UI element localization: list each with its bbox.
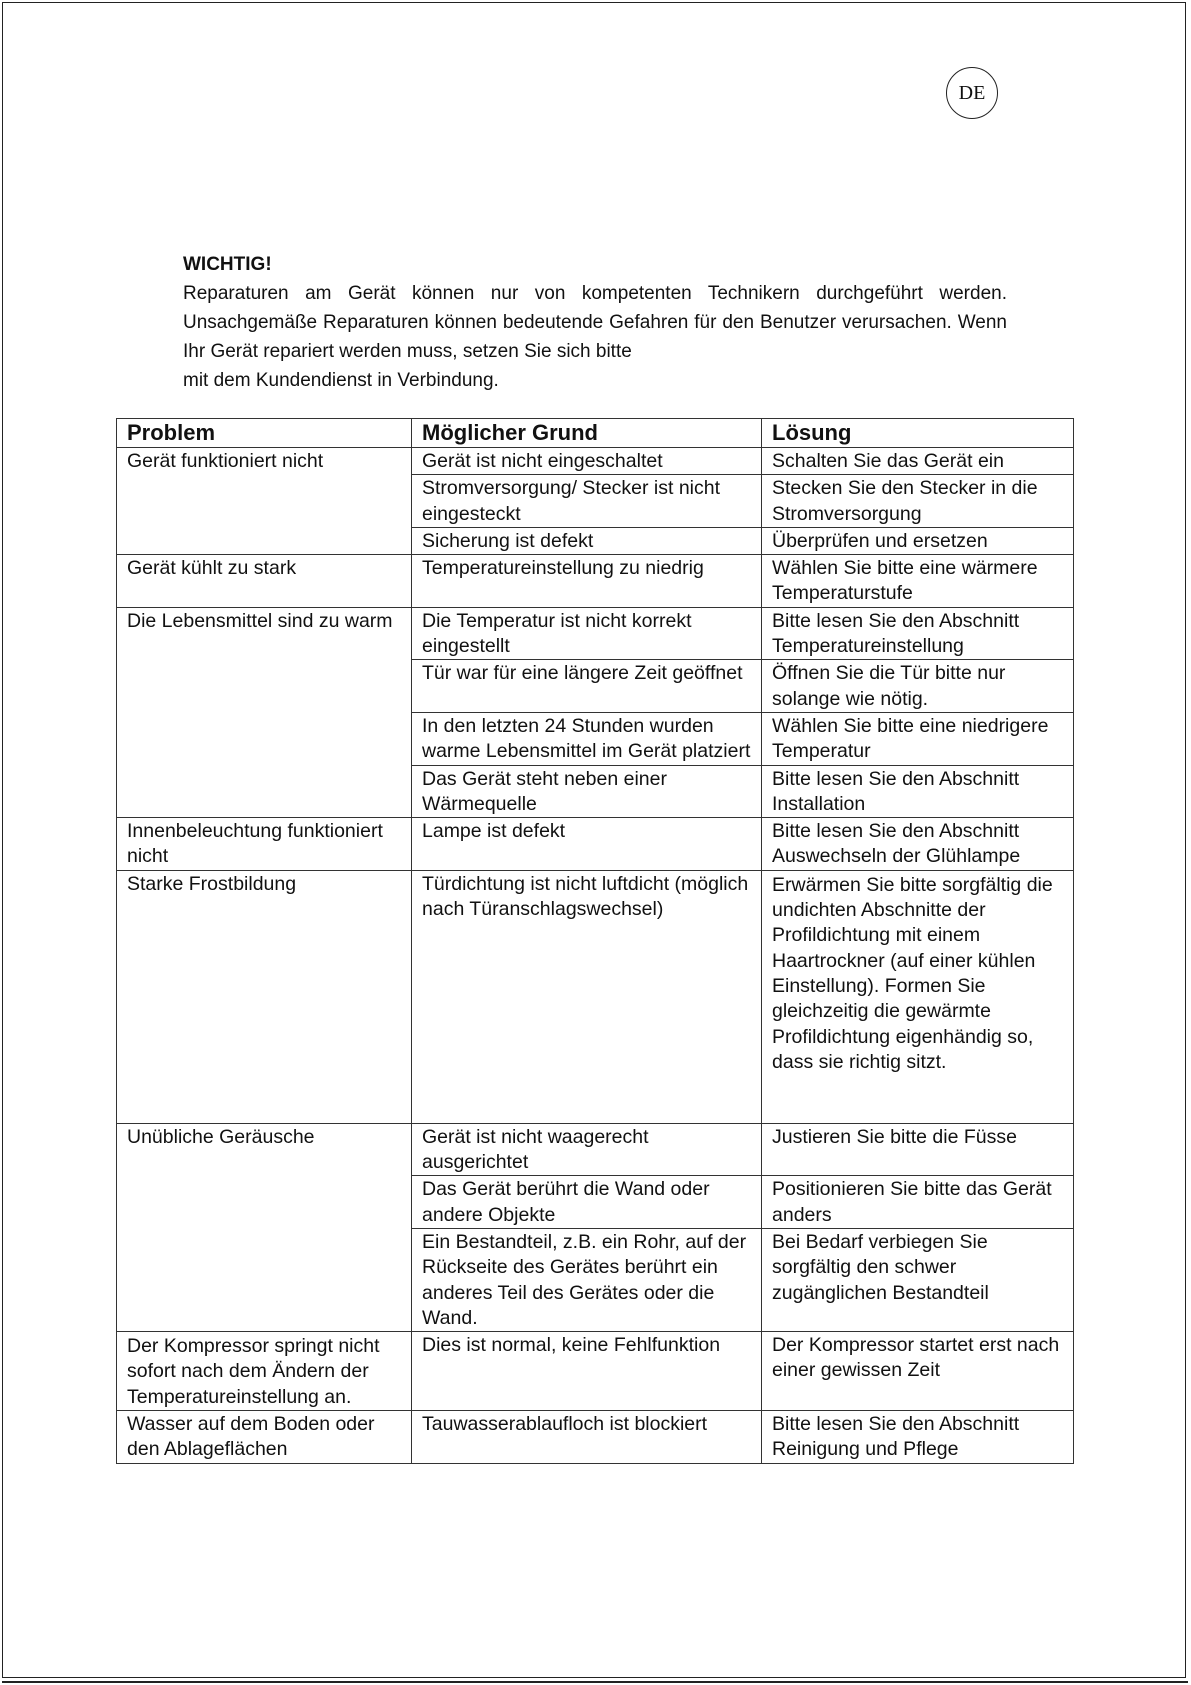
problem-cell: Starke Frostbildung (117, 870, 412, 1123)
notice-heading: WICHTIG! (183, 254, 272, 275)
cause-cell: Gerät ist nicht eingeschaltet (412, 448, 762, 475)
problem-cell: Gerät kühlt zu stark (117, 555, 412, 608)
cause-cell: Gerät ist nicht waagerecht ausgerichtet (412, 1123, 762, 1176)
solution-cell: Justieren Sie bitte die Füsse (762, 1123, 1074, 1176)
cause-cell: Das Gerät steht neben einer Wärmequelle (412, 765, 762, 818)
solution-cell: Bei Bedarf verbiegen Sie sorgfältig den schwer zugänglichen Bestandteil (762, 1228, 1074, 1331)
problem-cell: Unübliche Geräusche (117, 1123, 412, 1331)
table-row (117, 870, 1074, 1123)
cause-cell: Sicherung ist defekt (412, 527, 762, 554)
important-notice (183, 250, 1007, 395)
solution-cell: Öffnen Sie die Tür bitte nur solange wie nötig. (762, 660, 1074, 713)
table-row (117, 607, 1074, 660)
table-row (117, 818, 1074, 871)
problem-cell: Der Kompressor springt nicht sofort nach dem Ändern der Temperatureinstellung an. (117, 1332, 412, 1411)
solution-cell: Stecken Sie den Stecker in die Stromversorgung (762, 475, 1074, 528)
cause-cell: Tauwasserablaufloch ist blockiert (412, 1411, 762, 1464)
notice-body-last-line: mit dem Kundendienst in Verbindung. (183, 370, 499, 391)
cause-cell: Lampe ist defekt (412, 818, 762, 871)
problem-cell: Innenbeleuchtung funktioniert nicht (117, 818, 412, 871)
cause-cell: Dies ist normal, keine Fehlfunktion (412, 1332, 762, 1411)
solution-cell: Schalten Sie das Gerät ein (762, 448, 1074, 475)
solution-cell: Bitte lesen Sie den Abschnitt Reinigung und Pflege (762, 1411, 1074, 1464)
table-row (117, 448, 1074, 475)
solution-cell: Überprüfen und ersetzen (762, 527, 1074, 554)
cause-cell: Das Gerät berührt die Wand oder andere Objekte (412, 1176, 762, 1229)
table-row (117, 555, 1074, 608)
cause-cell: Ein Bestandteil, z.B. ein Rohr, auf der Rückseite des Gerätes berührt ein anderes Teil des Gerätes oder die Wand. (412, 1228, 762, 1331)
problem-cell: Gerät funktioniert nicht (117, 448, 412, 555)
table-row (117, 1123, 1074, 1176)
solution-cell: Bitte lesen Sie den Abschnitt Auswechseln der Glühlampe (762, 818, 1074, 871)
problem-cell: Wasser auf dem Boden oder den Ablageflächen (117, 1411, 412, 1464)
solution-cell: Positionieren Sie bitte das Gerät anders (762, 1176, 1074, 1229)
solution-cell: Der Kompressor startet erst nach einer gewissen Zeit (762, 1332, 1074, 1411)
problem-cell: Die Lebensmittel sind zu warm (117, 607, 412, 817)
cause-cell: Die Temperatur ist nicht korrekt eingestellt (412, 607, 762, 660)
header-solution: Lösung (762, 419, 1074, 448)
solution-cell: Erwärmen Sie bitte sorgfältig die undichten Abschnitte der Profildichtung mit einem Haartrockner (auf einer kühlen Einstellung). Formen Sie gleichzeitig die gewärmte Profildichtung eigenhändig so, dass sie richtig sitzt. (762, 870, 1074, 1123)
troubleshooting-table (116, 418, 1074, 1464)
cause-cell: Türdichtung ist nicht luftdicht (möglich nach Türanschlagswechsel) (412, 870, 762, 1123)
header-problem: Problem (117, 419, 412, 448)
bottom-rule (2, 1681, 1188, 1683)
cause-cell: Tür war für eine längere Zeit geöffnet (412, 660, 762, 713)
notice-body: Reparaturen am Gerät können nur von kompetenten Technikern durchgeführt werden. Unsachgemäße Reparaturen können bedeutende Gefahren für den Benutzer verursachen. Wenn Ihr Gerät repariert werden muss, setzen Sie sich bitte (183, 283, 1007, 362)
solution-cell: Wählen Sie bitte eine niedrigere Temperatur (762, 712, 1074, 765)
cause-cell: Temperatureinstellung zu niedrig (412, 555, 762, 608)
cause-cell: In den letzten 24 Stunden wurden warme Lebensmittel im Gerät platziert (412, 712, 762, 765)
header-cause: Möglicher Grund (412, 419, 762, 448)
table-row (117, 1332, 1074, 1411)
language-badge: DE (946, 67, 998, 119)
table-header-row (117, 419, 1074, 448)
table-row (117, 1411, 1074, 1464)
solution-cell: Bitte lesen Sie den Abschnitt Temperatureinstellung (762, 607, 1074, 660)
solution-cell: Wählen Sie bitte eine wärmere Temperaturstufe (762, 555, 1074, 608)
solution-cell: Bitte lesen Sie den Abschnitt Installation (762, 765, 1074, 818)
cause-cell: Stromversorgung/ Stecker ist nicht eingesteckt (412, 475, 762, 528)
